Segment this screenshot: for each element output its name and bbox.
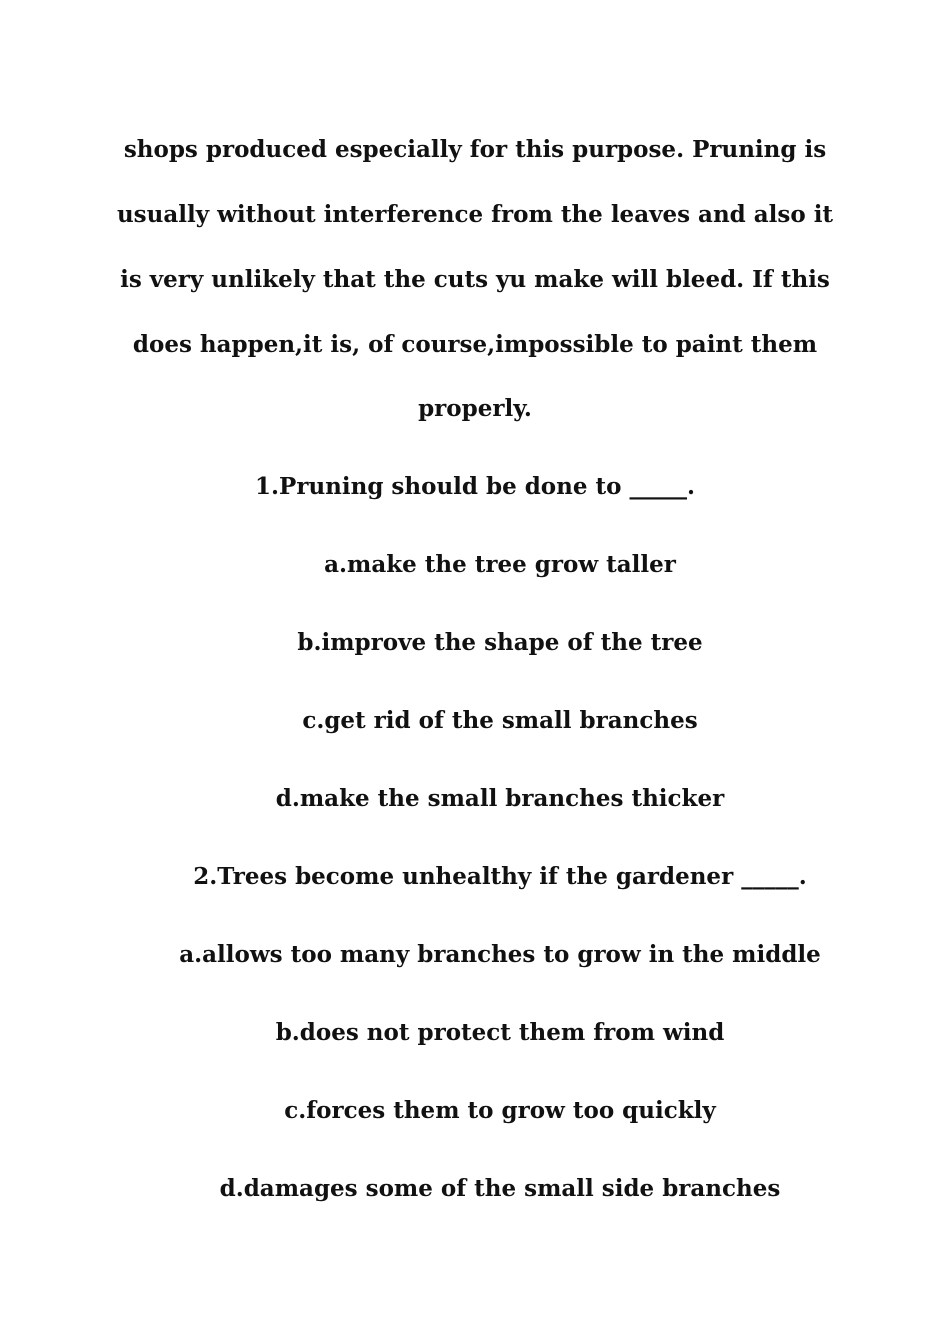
passage-line: is very unlikely that the cuts yu make will bleed. If this xyxy=(120,266,830,293)
passage-line: properly. xyxy=(418,395,532,422)
question-1-option-b: b.improve the shape of the tree xyxy=(297,629,703,656)
question-1-option-d: d.make the small branches thicker xyxy=(275,785,725,812)
question-2-option-a: a.allows too many branches to grow in the middle xyxy=(179,941,821,968)
question-2-stem: 2.Trees become unhealthy if the gardener _____. xyxy=(193,863,807,890)
passage-line: does happen,it is, of course,impossible to paint them xyxy=(132,331,818,358)
question-1-stem: 1.Pruning should be done to _____. xyxy=(255,473,695,500)
question-1-option-a: a.make the tree grow taller xyxy=(324,551,676,578)
question-1-option-c: c.get rid of the small branches xyxy=(302,707,698,734)
passage-line: shops produced especially for this purpose. Pruning is xyxy=(123,136,827,163)
question-2-option-c: c.forces them to grow too quickly xyxy=(284,1097,716,1124)
question-2-option-d: d.damages some of the small side branches xyxy=(219,1175,781,1202)
passage-line: usually without interference from the leaves and also it xyxy=(116,201,834,228)
question-2-option-b: b.does not protect them from wind xyxy=(275,1019,725,1046)
